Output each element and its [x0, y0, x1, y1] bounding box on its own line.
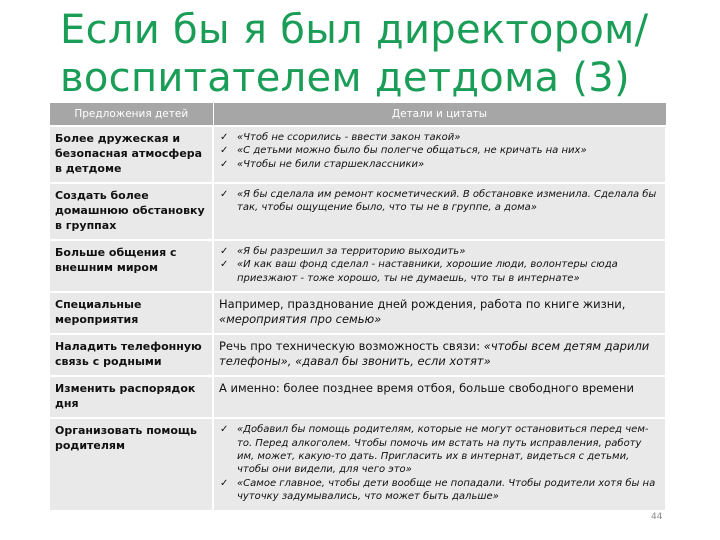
table-row — [50, 376, 666, 418]
quote-text: «Я бы сделала им ремонт косметический. В обстановке изменила. Сделала бы так, чтобы ощущение было, что ты не в группе, а дома» — [237, 189, 657, 214]
page-number: 44 — [651, 512, 663, 522]
quote-text: «Самое главное, чтобы дети вообще не попадали. Чтобы родители хотя бы на чуточку задумывались, что может быть дальше» — [237, 477, 656, 503]
proposals-table — [50, 103, 667, 510]
list-item — [219, 245, 660, 258]
row-details: А именно: более позднее время отбоя, больше свободного времени — [213, 376, 666, 418]
quote-text: «Чтобы не били старшеклассники» — [237, 158, 425, 170]
table-row — [50, 334, 666, 376]
checkmark-icon: ✓ — [220, 246, 229, 257]
row-details — [213, 292, 666, 334]
row-details — [213, 334, 666, 376]
quote-list — [219, 245, 660, 285]
row-label: Больше общения с внешним миром — [50, 240, 213, 292]
table-row — [50, 292, 666, 334]
quote-text: «С детьми можно было бы полегче общаться, не кричать на них» — [237, 145, 587, 157]
table-row — [50, 126, 666, 183]
row-label: Организовать помощь родителям — [50, 418, 213, 509]
list-item — [219, 258, 660, 285]
list-item — [219, 423, 660, 477]
row-details — [213, 183, 666, 240]
table-row — [50, 240, 666, 292]
row-label: Более дружеская и безопасная атмосфера в детдоме — [50, 126, 213, 183]
checkmark-icon: ✓ — [220, 424, 229, 436]
row-label: Наладить телефонную связь с родными — [50, 334, 213, 376]
list-item — [219, 477, 660, 504]
list-item — [219, 188, 660, 215]
header-details: Детали и цитаты — [213, 103, 666, 126]
row-details — [213, 240, 666, 292]
table-header-row — [50, 103, 666, 126]
checkmark-icon: ✓ — [220, 145, 229, 157]
list-item — [219, 158, 660, 171]
detail-text: Например, празднование дней рождения, работа по книге жизни, — [219, 297, 626, 312]
detail-quote: «мероприятия про семью» — [219, 312, 382, 327]
quote-list — [219, 131, 660, 171]
checkmark-icon: ✓ — [220, 259, 229, 271]
row-label: Изменить распорядок дня — [50, 376, 213, 418]
row-label: Создать более домашнюю обстановку в группах — [50, 183, 213, 240]
row-details — [213, 126, 666, 183]
checkmark-icon: ✓ — [220, 158, 229, 170]
checkmark-icon: ✓ — [220, 477, 229, 489]
header-proposals: Предложения детей — [50, 103, 213, 126]
slide-title: Если бы я был директором/ воспитателем детдома (3) — [60, 7, 649, 101]
quote-text: «Добавил бы помощь родителям, которые не могут остановиться перед чем-то. Перед алкоголем. Чтобы помочь им встать на путь исправления, работу им, может, какую-то дать. Пригласить их в интернат, видеться с детьми, чтобы они видели, для чего это» — [237, 424, 649, 476]
table-row — [50, 183, 666, 240]
quote-text: «Чтоб не ссорились - ввести закон такой» — [237, 132, 461, 143]
detail-text: Речь про техническую возможность связи: — [219, 339, 481, 354]
quote-text: «И как ваш фонд сделал - наставники, хорошие люди, волонтеры сюда приезжают - тоже хорошо, ты не думаешь, что ты в интернате» — [237, 259, 618, 284]
quote-text: «Я бы разрешил за территорию выходить» — [237, 246, 466, 257]
quote-list — [219, 423, 660, 503]
table-row — [50, 418, 666, 509]
checkmark-icon: ✓ — [220, 189, 229, 200]
list-item — [219, 144, 660, 157]
checkmark-icon: ✓ — [220, 132, 229, 143]
list-item — [219, 131, 660, 144]
quote-list — [219, 188, 660, 215]
row-label: Специальные мероприятия — [50, 292, 213, 334]
detail-quote: «чтобы всем детям дарили телефоны», «давал бы звонить, если хотят» — [219, 339, 650, 369]
row-details — [213, 418, 666, 509]
